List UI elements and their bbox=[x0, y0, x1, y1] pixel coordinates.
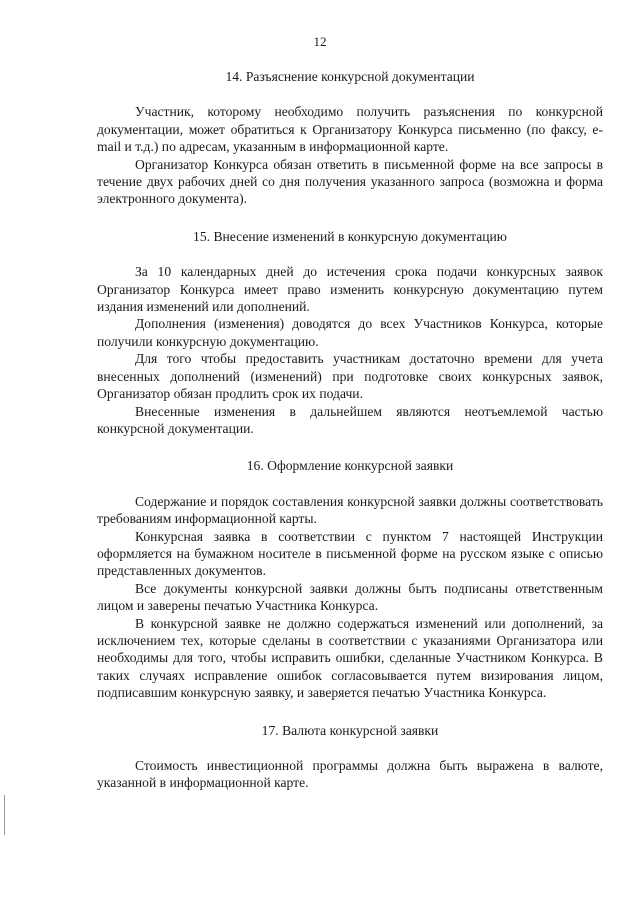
section-14-paragraph-2: Организатор Конкурса обязан ответить в письменной форме на все запросы в течение двух рабочих дней со дня получения указанного запроса (возможна и форма электронного документа). bbox=[97, 156, 603, 207]
section-14-paragraph-1: Участник, которому необходимо получить разъяснения по конкурсной документации, может обратиться к Организатору Конкурса письменно (по факсу, e-mail и т.д.) по адресам, указанным в информационной карте. bbox=[97, 104, 603, 155]
section-17-paragraph-1: Стоимость инвестиционной программы должна быть выражена в валюте, указанной в информационной карте. bbox=[97, 758, 603, 791]
section-16-heading: 16. Оформление конкурсной заявки bbox=[246, 458, 454, 474]
scan-edge-mark bbox=[4, 795, 5, 835]
section-15-paragraph-1: За 10 календарных дней до истечения срока подачи конкурсных заявок Организатор Конкурса имеет право изменить конкурсную документацию путем издания изменений или дополнений. bbox=[97, 264, 603, 315]
section-15-paragraph-4: Внесенные изменения в дальнейшем являются неотъемлемой частью конкурсной документации. bbox=[97, 403, 603, 436]
section-14-heading: 14. Разъяснение конкурсной документации bbox=[225, 69, 475, 84]
section-16-paragraph-3: Все документы конкурсной заявки должны быть подписаны ответственным лицом и заверены печатью Участника Конкурса. bbox=[97, 580, 603, 614]
section-16-paragraph-4: В конкурсной заявке не должно содержаться изменений или дополнений, за исключением тех, которые сделаны в соответствии с указаниями Организатора или необходимы для того, чтобы исправить ошибки, сделанные Участником Конкурса. В таких случаях исправление ошибок согласовывается путем визирования лицом, подписавшим конкурсную заявку, и заверяется печатью Участника Конкурса. bbox=[97, 615, 603, 701]
document-body bbox=[97, 68, 603, 792]
section-17-heading: 17. Валюта конкурсной заявки bbox=[261, 722, 439, 738]
section-15-heading: 15. Внесение изменений в конкурсную документацию bbox=[193, 228, 507, 244]
section-15-paragraph-2: Дополнения (изменения) доводятся до всех Участников Конкурса, которые получили конкурсную документацию. bbox=[97, 316, 603, 349]
section-16-paragraph-1: Содержание и порядок составления конкурсной заявки должны соответствовать требованиям информационной карты. bbox=[97, 493, 603, 527]
section-16-paragraph-2: Конкурсная заявка в соответствии с пунктом 7 настоящей Инструкции оформляется на бумажном носителе в письменной форме на русском языке с описью представленных документов. bbox=[97, 528, 603, 579]
section-15-paragraph-3: Для того чтобы предоставить участникам достаточно времени для учета внесенных дополнений (изменений) при подготовке своих конкурсных заявок, Организатор обязан продлить срок их подачи. bbox=[97, 351, 603, 402]
page-number: 12 bbox=[313, 34, 327, 49]
